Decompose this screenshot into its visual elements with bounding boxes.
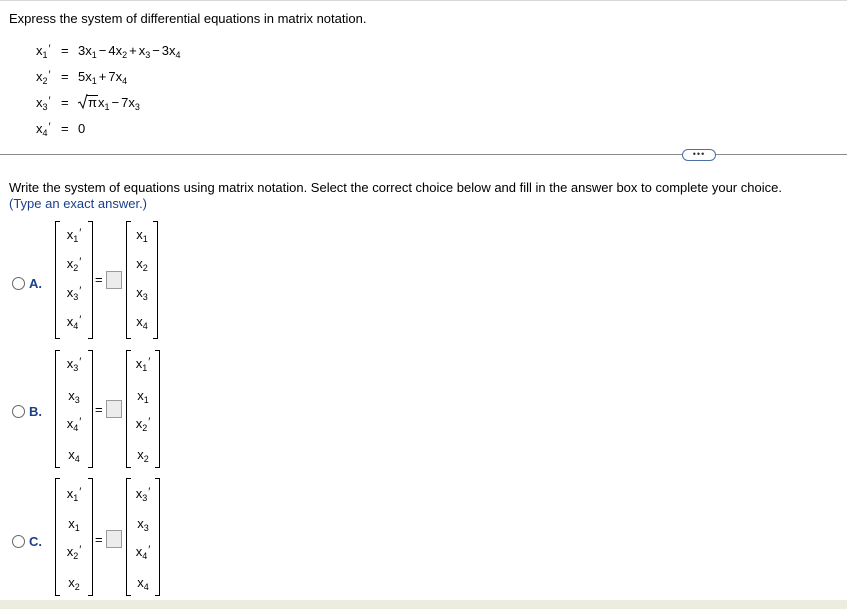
equation-lhs: $x_1'$ xyxy=(36,43,51,60)
vector-entry: $x_3$ xyxy=(136,285,148,302)
vector-entry: $x_2$ xyxy=(68,575,80,592)
vector-entry: $x_3'$ xyxy=(66,356,82,373)
left-vector xyxy=(55,221,93,339)
equation-lhs: $x_2'$ xyxy=(36,69,51,86)
vector-entry: $x_3'$ xyxy=(66,285,82,302)
vector-entry: $x_4'$ xyxy=(66,314,82,331)
matrix-equals: = xyxy=(95,532,103,547)
vector-entry: $x_1$ xyxy=(68,516,80,533)
vector-entry: $x_1'$ xyxy=(135,356,151,373)
sqrt-symbol: π xyxy=(78,94,98,112)
footer-bar xyxy=(0,600,847,609)
vector-entry: $x_3$ xyxy=(137,516,149,533)
right-vector xyxy=(126,478,160,596)
vector-entry: $x_4'$ xyxy=(66,416,82,433)
vector-entry: $x_4'$ xyxy=(135,544,151,561)
more-options-button[interactable]: ••• xyxy=(682,149,716,161)
equation-rhs: $5x_1 + 7x_4$ xyxy=(78,69,128,86)
equation-lhs: $x_4'$ xyxy=(36,121,51,138)
equation-lhs: $x_3'$ xyxy=(36,95,51,112)
vector-entry: $x_2$ xyxy=(137,447,149,464)
question-prompt: Express the system of differential equations in matrix notation. xyxy=(9,11,367,26)
choice-a-label: A. xyxy=(29,276,42,291)
vector-entry: $x_1'$ xyxy=(66,486,82,503)
answer-box-b[interactable] xyxy=(106,400,122,418)
matrix-equals: = xyxy=(95,272,103,287)
vector-entry: $x_3'$ xyxy=(135,486,151,503)
vector-entry: $x_4$ xyxy=(68,447,80,464)
answer-box-a[interactable] xyxy=(106,271,122,289)
vector-entry: $x_2'$ xyxy=(66,544,82,561)
matrix-equals: = xyxy=(95,402,103,417)
left-vector xyxy=(55,478,93,596)
vector-entry: $x_2'$ xyxy=(135,416,151,433)
equals-sign: = xyxy=(61,95,69,110)
left-vector xyxy=(55,350,93,468)
vector-entry: $x_1'$ xyxy=(66,227,82,244)
equation-rhs: 0 xyxy=(78,121,86,136)
vector-entry: $x_1$ xyxy=(137,388,149,405)
choice-b-label: B. xyxy=(29,404,42,419)
instruction-text: Write the system of equations using matrix notation. Select the correct choice below and fill in the answer box to complete your choice. xyxy=(9,180,782,195)
choice-c-radio[interactable] xyxy=(12,535,25,548)
choice-c-label: C. xyxy=(29,534,42,549)
hint-text: (Type an exact answer.) xyxy=(9,196,148,211)
top-rule xyxy=(0,0,847,1)
answer-box-c[interactable] xyxy=(106,530,122,548)
right-vector xyxy=(126,221,158,339)
equation-rhs: $3x_1 - 4x_2 + x_3 - 3x_4$ xyxy=(78,43,181,60)
choice-a-radio[interactable] xyxy=(12,277,25,290)
equals-sign: = xyxy=(61,43,69,58)
vector-entry: $x_1$ xyxy=(136,227,148,244)
vector-entry: $x_2$ xyxy=(136,256,148,273)
vector-entry: $x_4$ xyxy=(137,575,149,592)
right-vector xyxy=(126,350,160,468)
equals-sign: = xyxy=(61,69,69,84)
vector-entry: $x_3$ xyxy=(68,388,80,405)
equation-rhs: $\pi x_1 - 7x_3$ xyxy=(78,94,140,112)
choice-b-radio[interactable] xyxy=(12,405,25,418)
vector-entry: $x_4$ xyxy=(136,314,148,331)
equals-sign: = xyxy=(61,121,69,136)
vector-entry: $x_2'$ xyxy=(66,256,82,273)
section-divider xyxy=(0,154,847,155)
